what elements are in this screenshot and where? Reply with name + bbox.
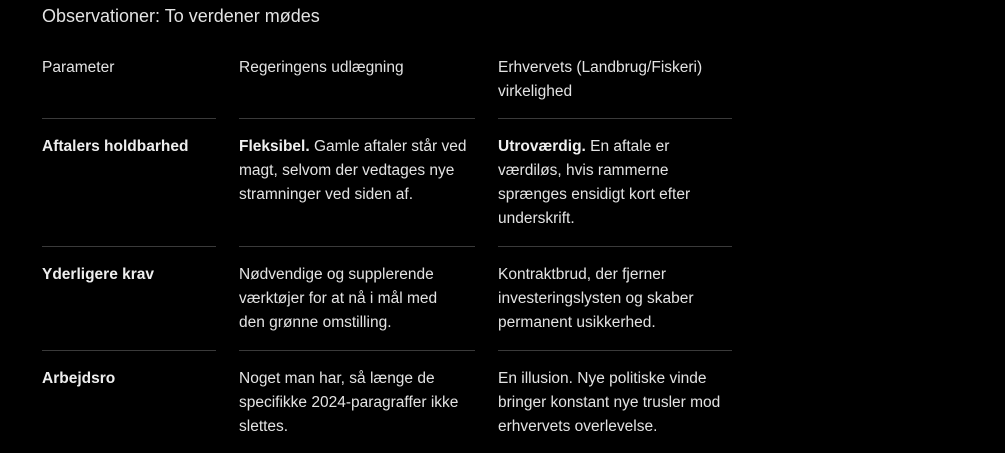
- row-divider: [498, 118, 732, 119]
- row-divider: [239, 350, 475, 351]
- header-business: Erhvervets (Landbrug/Fiskeri) virkelighed: [498, 59, 703, 100]
- row-divider: [239, 246, 475, 247]
- row-divider: [239, 118, 475, 119]
- table-header-row: [42, 56, 732, 118]
- government-text: Noget man har, så længe de specifikke 2024-paragraffer ikke slettes.: [239, 370, 459, 435]
- row-divider: [498, 350, 732, 351]
- business-cell: [498, 263, 720, 335]
- business-cell: [498, 135, 720, 231]
- business-lead: Utroværdig.: [498, 138, 586, 155]
- business-text: Kontraktbrud, der fjerner investeringslysten og skaber permanent usikkerhed.: [498, 266, 694, 331]
- government-text: Gamle aftaler står ved magt, selvom der vedtages nye stramninger ved siden af.: [239, 138, 467, 203]
- header-parameter: Parameter: [42, 59, 115, 76]
- government-cell: [239, 367, 464, 439]
- business-text: En aftale er værdiløs, hvis rammerne sprænges ensidigt kort efter underskrift.: [498, 138, 691, 227]
- row-divider: [42, 350, 216, 351]
- section-heading: Observationer: To verdener mødes: [42, 6, 320, 26]
- parameter-cell: Aftalers holdbarhed: [42, 138, 189, 155]
- row-divider: [498, 246, 732, 247]
- government-cell: [239, 263, 464, 335]
- government-text: Nødvendige og supplerende værktøjer for at nå i mål med den grønne omstilling.: [239, 266, 438, 331]
- parameter-cell: Arbejdsro: [42, 370, 116, 387]
- business-cell: [498, 367, 723, 439]
- row-divider: [42, 246, 216, 247]
- row-divider: [42, 118, 216, 119]
- government-cell: [239, 135, 479, 207]
- header-government: Regeringens udlægning: [239, 59, 404, 76]
- business-text: En illusion. Nye politiske vinde bringer konstant nye trusler mod erhvervets overlevelse.: [498, 370, 721, 435]
- parameter-cell: Yderligere krav: [42, 266, 155, 283]
- government-lead: Fleksibel.: [239, 138, 310, 155]
